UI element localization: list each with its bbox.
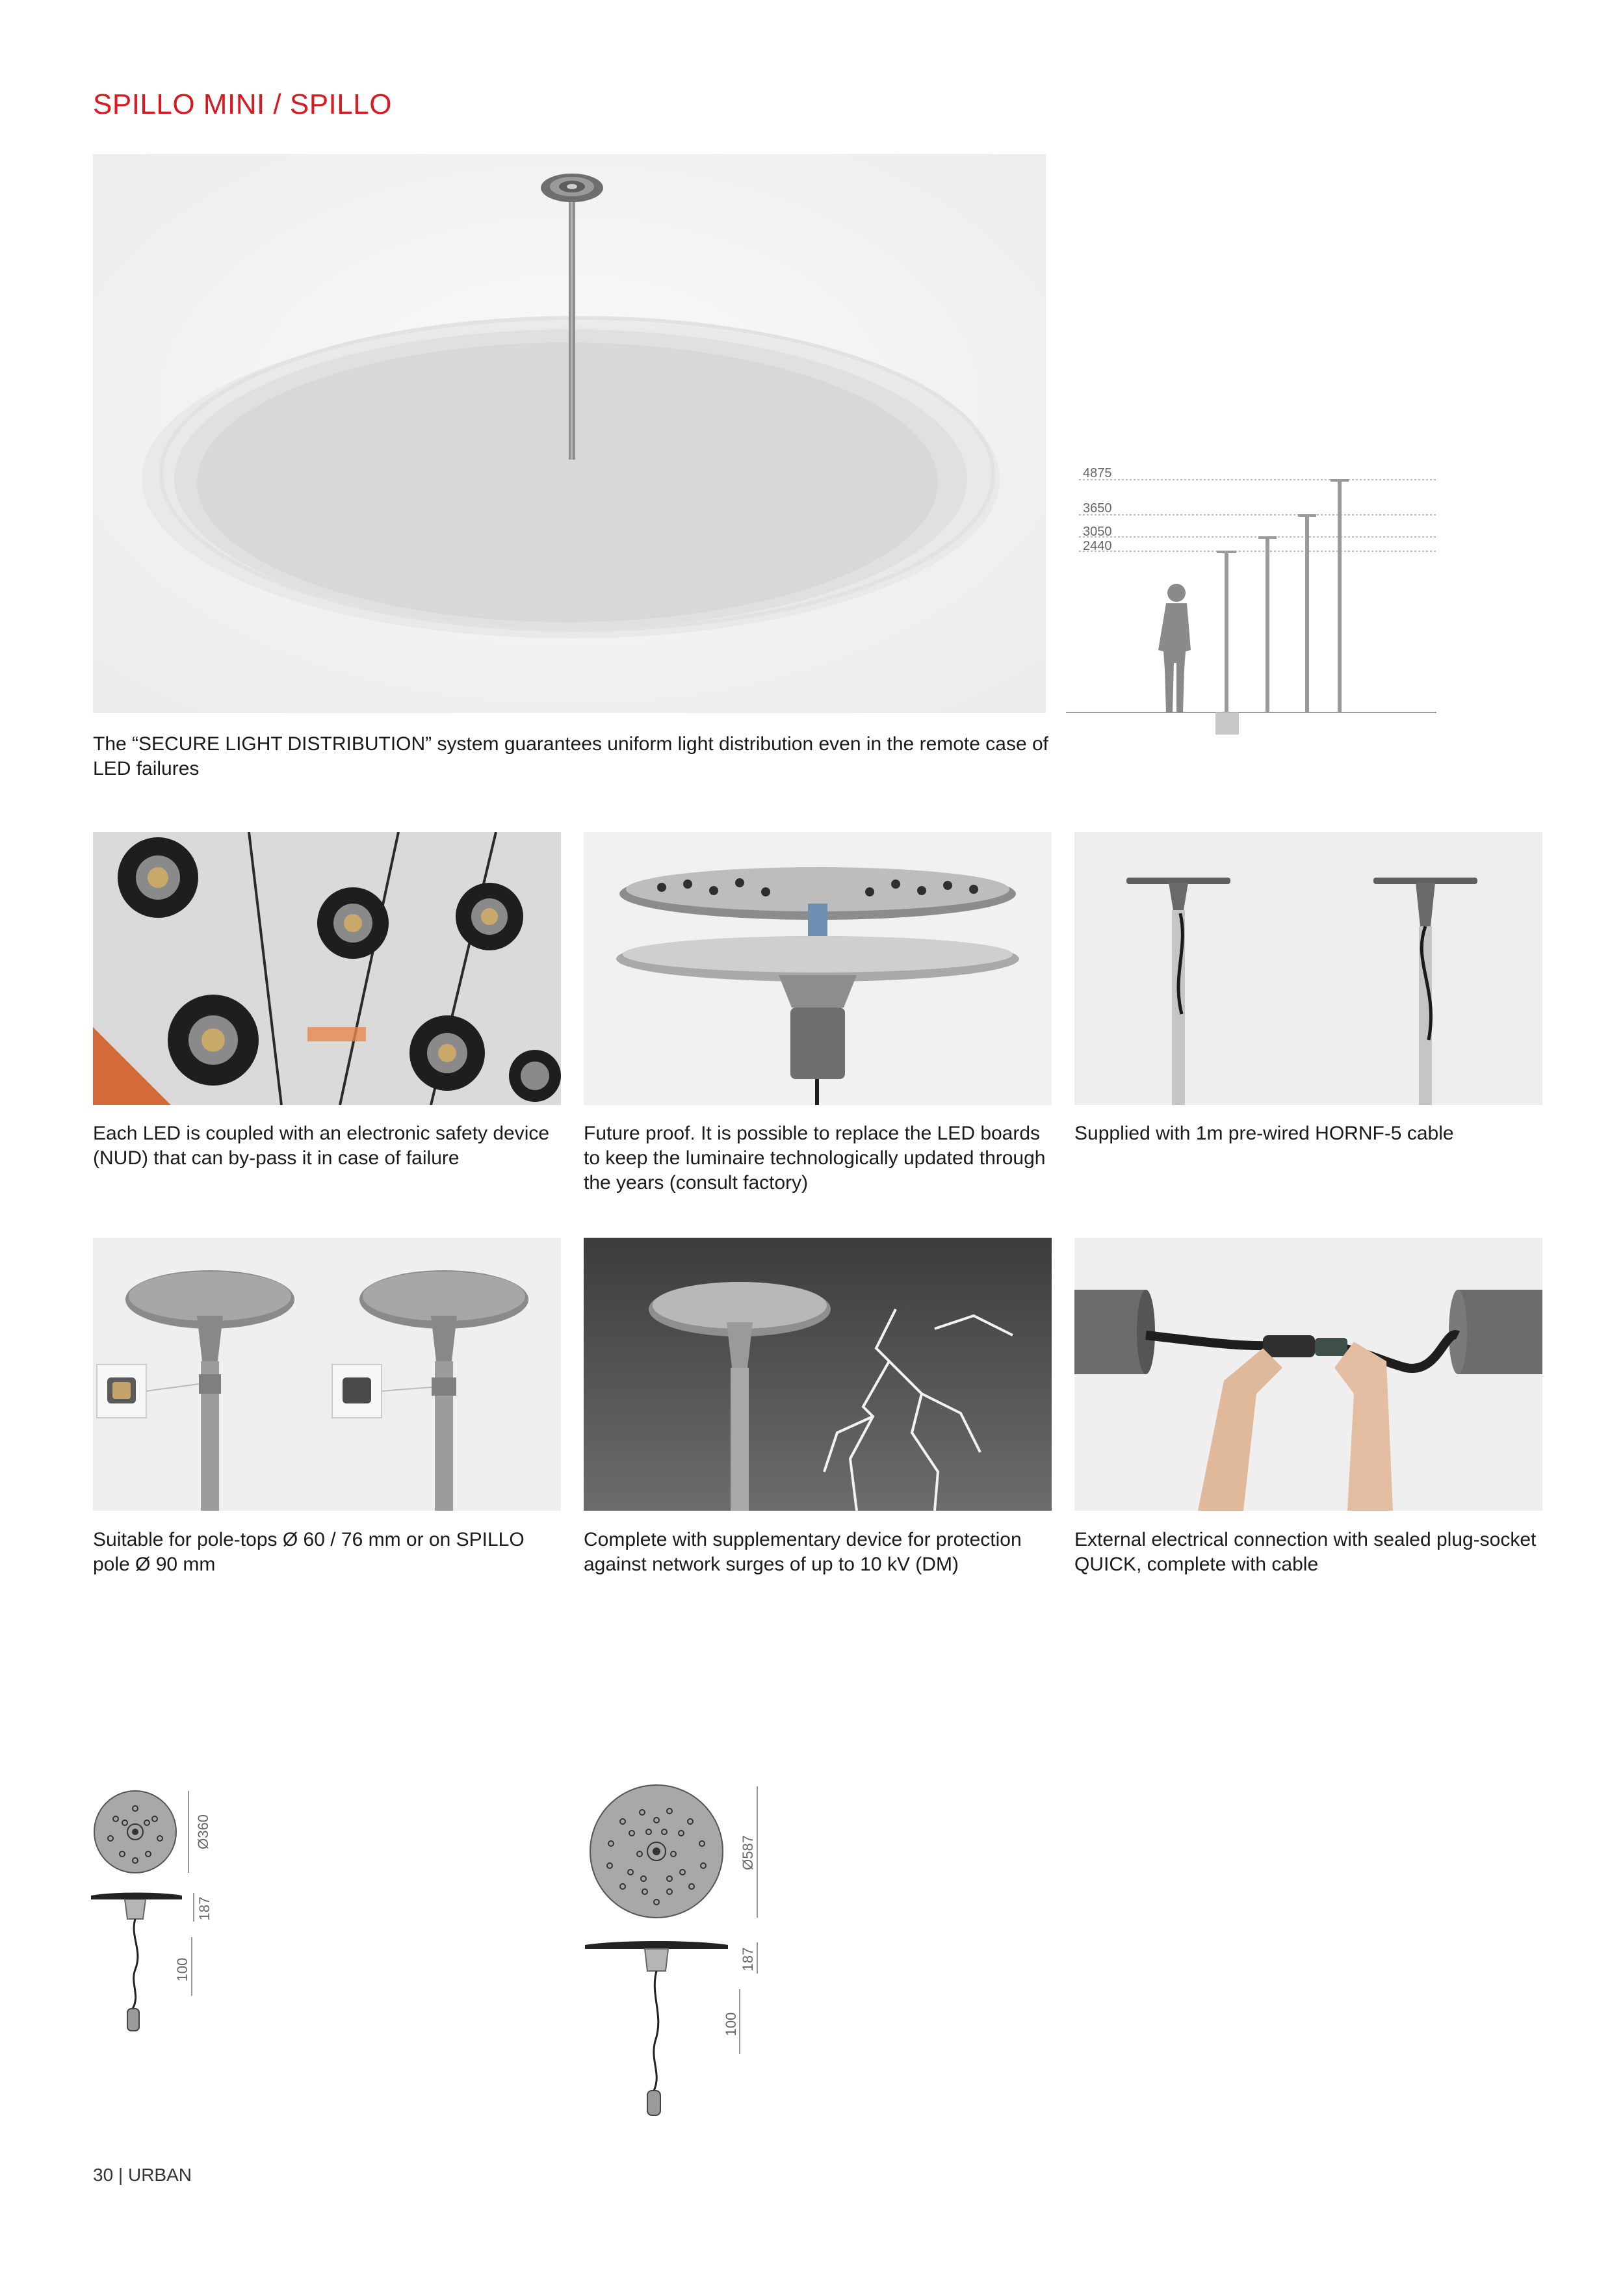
drawing-spillo xyxy=(572,1781,793,2145)
height-label: 4875 xyxy=(1083,466,1112,480)
replaceable-boards-photo xyxy=(584,832,1052,1105)
person-silhouette xyxy=(1158,584,1191,712)
dimension-label: 187 xyxy=(196,1896,213,1921)
dimension-label: 187 xyxy=(740,1947,756,1972)
dimension-label: 100 xyxy=(723,2012,739,2037)
height-label: 2440 xyxy=(1083,539,1112,553)
hero-caption: The “SECURE LIGHT DISTRIBUTION” system guarantees uniform light distribution even in the remote case of LED failures xyxy=(93,733,1048,779)
light-distribution-illustration xyxy=(93,154,1046,713)
height-label: 3050 xyxy=(1083,525,1112,539)
dimension-label: Ø587 xyxy=(740,1835,756,1870)
dimension-label: Ø360 xyxy=(195,1814,211,1849)
quick-plug-socket-photo xyxy=(1074,1238,1542,1511)
hero-render xyxy=(93,154,1046,713)
led-safety-photo xyxy=(93,832,561,1105)
feature-caption: External electrical connection with sealed plug-socket QUICK, complete with cable xyxy=(1074,1529,1537,1575)
pole-top-fitting-photo xyxy=(93,1238,561,1511)
drawing-spillo-mini xyxy=(84,1781,253,2054)
surge-protection-photo xyxy=(584,1238,1052,1511)
page-title: SPILLO MINI / SPILLO xyxy=(93,88,392,120)
feature-caption: Supplied with 1m pre-wired HORNF-5 cable xyxy=(1074,1123,1454,1144)
feature-caption: Each LED is coupled with an electronic safety device (NUD) that can by-pass it in case of failure xyxy=(93,1123,550,1169)
feature-caption: Complete with supplementary device for protection against network surges of up to 10 kV (DM) xyxy=(584,1529,1022,1575)
page-footer: 30 | URBAN xyxy=(93,2165,192,2185)
feature-caption: Suitable for pole-tops Ø 60 / 76 mm or on SPILLO pole Ø 90 mm xyxy=(93,1529,525,1575)
prewired-cable-photo xyxy=(1074,832,1542,1105)
pole-height-diagram xyxy=(1066,455,1443,741)
feature-caption: Future proof. It is possible to replace the LED boards to keep the luminaire technologically updated through the years (consult factory) xyxy=(584,1123,1046,1194)
dimension-label: 100 xyxy=(174,1957,190,1982)
height-label: 3650 xyxy=(1083,501,1112,515)
